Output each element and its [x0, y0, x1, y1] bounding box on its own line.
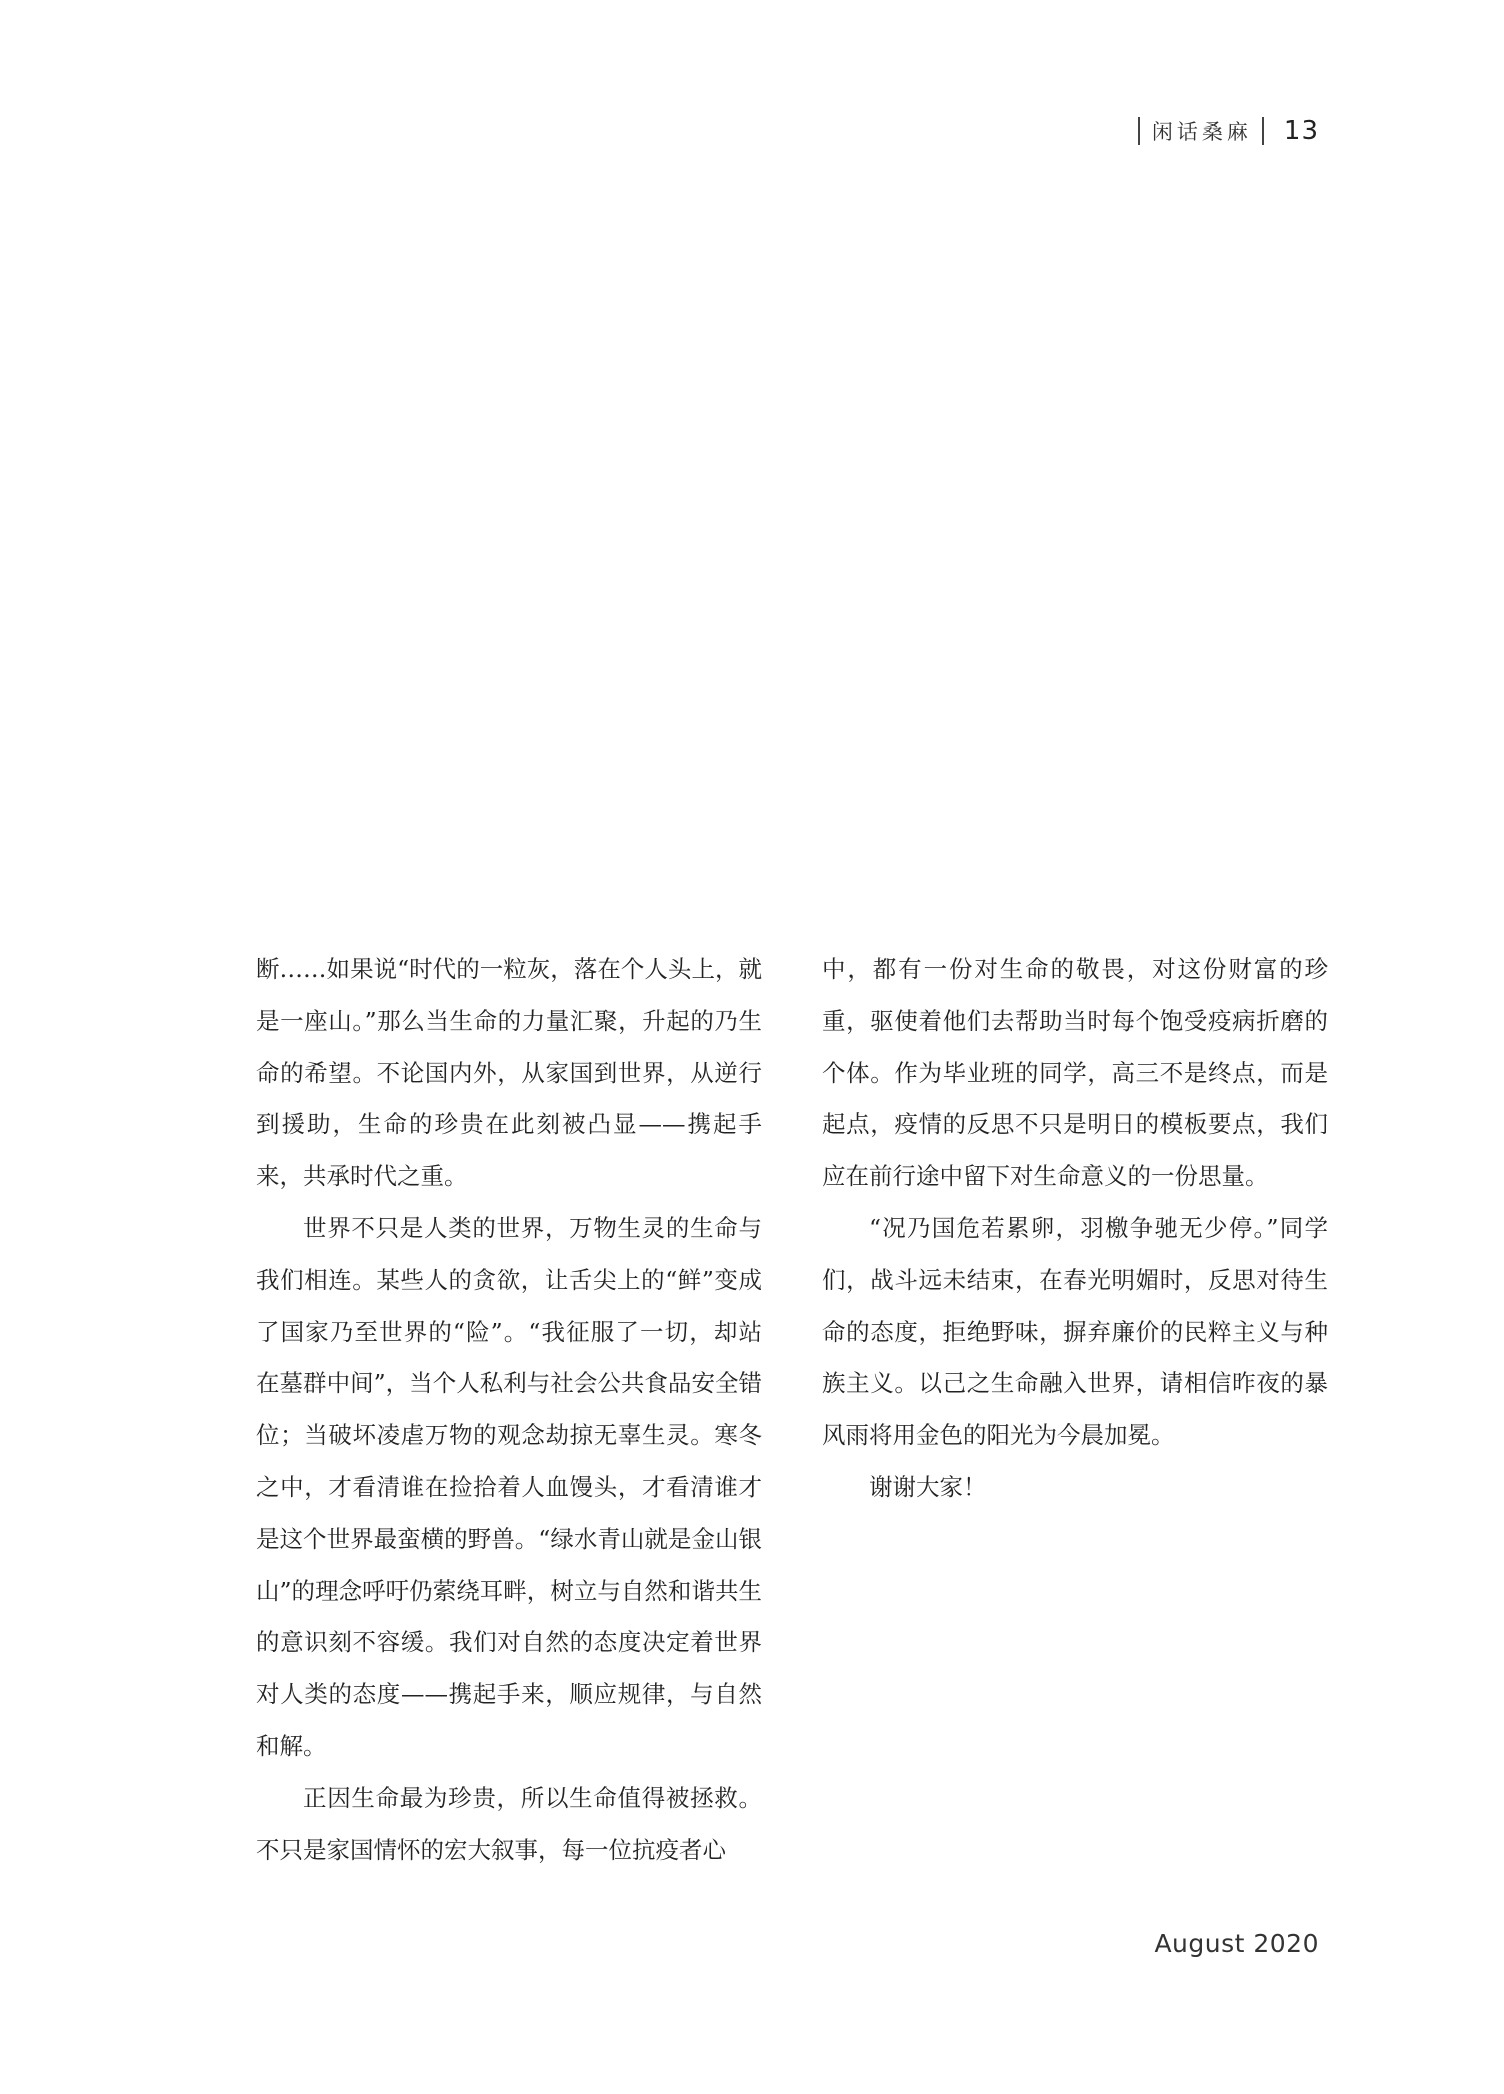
article-column-right [822, 944, 1328, 1514]
section-title: 闲话桑麻 [1151, 120, 1252, 144]
paragraph: 中，都有一份对生命的敬畏，对这份财富的珍重，驱使着他们去帮助当时每个饱受疫病折磨的个体。作为毕业班的同学，高三不是终点，而是起点，疫情的反思不只是明日的模板要点，我们应在前行途中留下对生命意义的一份思量。 [822, 955, 1328, 1191]
running-header [1138, 113, 1319, 149]
paragraph: 正因生命最为珍贵，所以生命值得被拯救。不只是家国情怀的宏大叙事，每一位抗疫者心 [256, 1783, 762, 1864]
paragraph: 世界不只是人类的世界，万物生灵的生命与我们相连。某些人的贪欲，让舌尖上的“鲜”变成了国家乃至世界的“险”。“我征服了一切，却站在墓群中间”，当个人私利与社会公共食品安全错位；当破坏凌虐万物的观念劫掠无辜生灵。寒冬之中，才看清谁在捡拾着人血馒头，才看清谁才是这个世界最蛮横的野兽。“绿水青山就是金山银山”的理念呼吁仍萦绕耳畔，树立与自然和谐共生的意识刻不容缓。我们对自然的态度决定着世界对人类的态度——携起手来，顺应规律，与自然和解。 [256, 1213, 762, 1760]
page-number: 13 [1283, 116, 1319, 146]
issue-date: August 2020 [1154, 1929, 1319, 1958]
header-divider-right [1262, 117, 1264, 145]
paragraph: 断……如果说“时代的一粒灰，落在个人头上，就是一座山。”那么当生命的力量汇聚，升起的乃生命的希望。不论国内外，从家国到世界，从逆行到援助，生命的珍贵在此刻被凸显——携起手来，共承时代之重。 [256, 955, 762, 1191]
article-column-left [256, 944, 762, 1876]
paragraph-closing: 谢谢大家！ [869, 1472, 987, 1501]
header-divider-left [1138, 117, 1140, 145]
paragraph: “况乃国危若累卵，羽檄争驰无少停。”同学们，战斗远未结束，在春光明媚时，反思对待生命的态度，拒绝野味，摒弃廉价的民粹主义与种族主义。以己之生命融入世界，请相信昨夜的暴风雨将用金色的阳光为今晨加冕。 [822, 1213, 1328, 1450]
